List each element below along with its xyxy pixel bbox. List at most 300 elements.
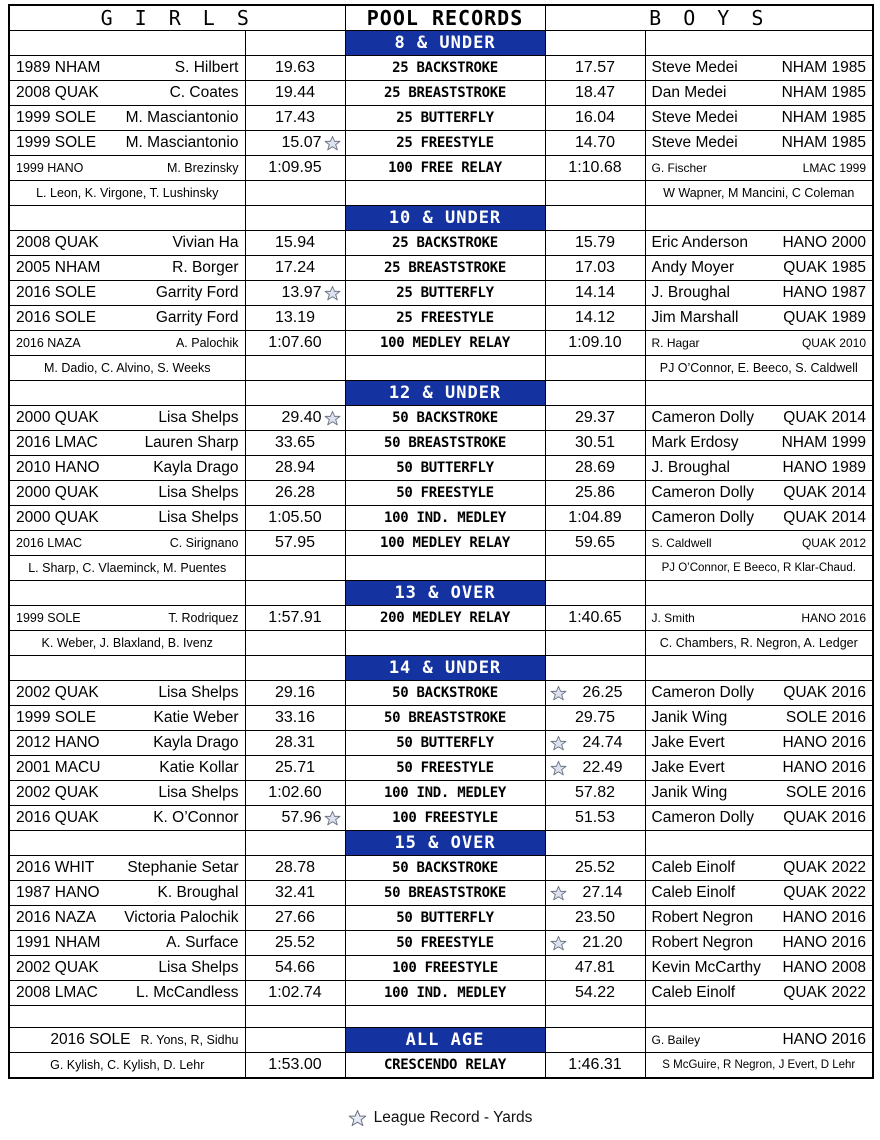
girls-time: 13.97 — [245, 281, 345, 306]
band-spacer-boys — [645, 656, 873, 681]
boys-time: 1:10.68 — [545, 156, 645, 181]
boys-record-holder — [645, 756, 873, 781]
header-girls: G I R L S — [9, 5, 345, 31]
girls-year-team: 2016 LMAC — [16, 434, 98, 451]
boys-time: 14.14 — [545, 281, 645, 306]
girls-year-team: 2008 LMAC — [16, 984, 98, 1001]
girls-record-holder — [9, 81, 245, 106]
girls-record-holder — [9, 131, 245, 156]
event-name: 200 MEDLEY RELAY — [345, 606, 545, 631]
girls-record-holder — [9, 231, 245, 256]
boys-time: 1:40.65 — [545, 606, 645, 631]
band-spacer-boys-time — [545, 381, 645, 406]
girls-swimmer-name: Lisa Shelps — [158, 484, 239, 501]
band-spacer-boys-time — [545, 31, 645, 56]
boys-record-holder — [645, 156, 873, 181]
boys-time: 18.47 — [545, 81, 645, 106]
girls-year-team: 2002 QUAK — [16, 959, 99, 976]
girls-relay-members: L. Sharp, C. Vlaeminck, M. Puentes — [9, 556, 245, 581]
event-name: 25 BACKSTROKE — [345, 56, 545, 81]
girls-swimmer-name: Lisa Shelps — [158, 509, 239, 526]
boys-year-team: QUAK 2016 — [783, 684, 867, 701]
girls-swimmer-name: Vivian Ha — [172, 234, 239, 251]
table-row — [9, 406, 873, 431]
boys-record-holder — [645, 531, 873, 556]
girls-year-team: 1989 NHAM — [16, 59, 101, 76]
boys-swimmer-name: Robert Negron — [651, 934, 754, 951]
event-name: 50 BUTTERFLY — [345, 906, 545, 931]
boys-relay-members: C. Chambers, R. Negron, A. Ledger — [645, 631, 873, 656]
girls-swimmer-name: C. Coates — [169, 84, 239, 101]
age-group-band-row — [9, 831, 873, 856]
girls-record-holder — [9, 106, 245, 131]
table-row — [9, 81, 873, 106]
legend-text: League Record - Yards — [373, 1109, 533, 1126]
boys-swimmer-name: Cameron Dolly — [651, 809, 755, 826]
table-row — [9, 881, 873, 906]
girls-time: 28.78 — [245, 856, 345, 881]
boys-year-team: SOLE 2016 — [785, 784, 867, 801]
relay-spacer-boys-time — [545, 631, 645, 656]
girls-record-holder — [9, 856, 245, 881]
girls-swimmer-name: S. Hilbert — [174, 59, 239, 76]
boys-record-holder — [645, 506, 873, 531]
spacer-girls — [9, 1006, 245, 1028]
girls-swimmer-name: K. Broughal — [157, 884, 239, 901]
boys-time: 15.79 — [545, 231, 645, 256]
girls-time: 15.94 — [245, 231, 345, 256]
boys-year-team: QUAK 2012 — [801, 536, 867, 550]
event-name: 25 BREASTSTROKE — [345, 81, 545, 106]
boys-swimmer-name: J. Smith — [651, 611, 695, 625]
relay-members-row — [9, 556, 873, 581]
girls-record-holder — [9, 681, 245, 706]
band-spacer-girls-time — [245, 381, 345, 406]
all-age-boys-year-team: HANO 2016 — [782, 1031, 867, 1048]
table-row — [9, 531, 873, 556]
girls-year-team: 2001 MACU — [16, 759, 101, 776]
table-row — [9, 731, 873, 756]
girls-year-team: 2016 LMAC — [16, 536, 83, 550]
boys-relay-members: W Wapner, M Mancini, C Coleman — [645, 181, 873, 206]
girls-swimmer-name: T. Rodriquez — [168, 611, 239, 625]
boys-record-holder — [645, 231, 873, 256]
band-spacer-boys — [645, 581, 873, 606]
girls-year-team: 2016 SOLE — [16, 309, 97, 326]
table-row — [9, 981, 873, 1006]
girls-time: 28.94 — [245, 456, 345, 481]
league-record-star-icon — [550, 935, 567, 952]
boys-swimmer-name: Steve Medei — [651, 59, 738, 76]
band-spacer-girls-time — [245, 831, 345, 856]
relay-members-row — [9, 181, 873, 206]
boys-time: 1:04.89 — [545, 506, 645, 531]
girls-swimmer-name: L. McCandless — [135, 984, 239, 1001]
girls-year-team: 1999 SOLE — [16, 709, 97, 726]
boys-record-holder — [645, 856, 873, 881]
boys-year-team: NHAM 1999 — [781, 434, 867, 451]
girls-time: 1:07.60 — [245, 331, 345, 356]
boys-year-team: QUAK 1985 — [783, 259, 867, 276]
age-group-band-row — [9, 656, 873, 681]
all-age-band: ALL AGE — [345, 1028, 545, 1053]
league-record-star-icon — [550, 885, 567, 902]
league-record-star-icon — [324, 810, 341, 827]
league-record-star-icon — [550, 760, 567, 777]
boys-swimmer-name: R. Hagar — [651, 336, 700, 350]
girls-record-holder — [9, 956, 245, 981]
boys-swimmer-name: Caleb Einolf — [651, 884, 736, 901]
age-group-band-row — [9, 31, 873, 56]
boys-time: 22.49 — [545, 756, 645, 781]
boys-record-holder — [645, 481, 873, 506]
event-name: 50 FREESTYLE — [345, 931, 545, 956]
boys-year-team: QUAK 2022 — [783, 984, 867, 1001]
table-row — [9, 481, 873, 506]
band-spacer-boys — [645, 831, 873, 856]
table-row — [9, 131, 873, 156]
table-row — [9, 156, 873, 181]
boys-swimmer-name: Caleb Einolf — [651, 984, 736, 1001]
girls-year-team: 2000 QUAK — [16, 409, 99, 426]
boys-year-team: QUAK 2014 — [783, 484, 867, 501]
league-record-star-icon — [550, 685, 567, 702]
boys-record-holder — [645, 281, 873, 306]
pool-records-table — [8, 4, 874, 1079]
boys-time: 14.12 — [545, 306, 645, 331]
event-name: 50 FREESTYLE — [345, 756, 545, 781]
girls-record-holder — [9, 156, 245, 181]
boys-swimmer-name: Jake Evert — [651, 734, 725, 751]
band-spacer-boys-time — [545, 206, 645, 231]
band-spacer-girls — [9, 206, 245, 231]
age-group-band-row — [9, 381, 873, 406]
boys-time: 17.03 — [545, 256, 645, 281]
relay-spacer-event — [345, 556, 545, 581]
girls-time: 25.71 — [245, 756, 345, 781]
girls-year-team: 1999 SOLE — [16, 134, 97, 151]
relay-spacer-boys-time — [545, 356, 645, 381]
boys-swimmer-name: Jake Evert — [651, 759, 725, 776]
boys-swimmer-name: Cameron Dolly — [651, 684, 755, 701]
boys-year-team: HANO 2008 — [782, 959, 867, 976]
boys-swimmer-name: Cameron Dolly — [651, 509, 755, 526]
boys-year-team: LMAC 1999 — [802, 161, 867, 175]
boys-year-team: NHAM 1985 — [781, 84, 867, 101]
girls-swimmer-name: A. Palochik — [175, 336, 239, 350]
crescendo-girls-time: 1:53.00 — [245, 1053, 345, 1078]
girls-swimmer-name: Lisa Shelps — [158, 784, 239, 801]
girls-swimmer-name: Victoria Palochik — [124, 909, 239, 926]
event-name: 50 BACKSTROKE — [345, 406, 545, 431]
table-row — [9, 931, 873, 956]
event-name: 50 BREASTSTROKE — [345, 881, 545, 906]
girls-year-team: 2016 NAZA — [16, 909, 97, 926]
girls-time: 54.66 — [245, 956, 345, 981]
boys-swimmer-name: Caleb Einolf — [651, 859, 736, 876]
girls-year-team: 2012 HANO — [16, 734, 100, 751]
age-group-band: 15 & OVER — [345, 831, 545, 856]
boys-record-holder — [645, 731, 873, 756]
girls-record-holder — [9, 531, 245, 556]
boys-year-team: HANO 2016 — [801, 611, 867, 625]
band-spacer-boys-time — [545, 581, 645, 606]
girls-time: 17.43 — [245, 106, 345, 131]
relay-spacer-event — [345, 356, 545, 381]
table-row — [9, 106, 873, 131]
table-row — [9, 256, 873, 281]
girls-relay-members: L. Leon, K. Virgone, T. Lushinsky — [9, 181, 245, 206]
boys-year-team: NHAM 1985 — [781, 109, 867, 126]
table-header-row — [9, 5, 873, 31]
girls-year-team: 2016 WHIT — [16, 859, 95, 876]
girls-time: 25.52 — [245, 931, 345, 956]
spacer-boys — [645, 1006, 873, 1028]
girls-swimmer-name: Kayla Drago — [153, 459, 239, 476]
boys-swimmer-name: S. Caldwell — [651, 536, 712, 550]
boys-time: 29.37 — [545, 406, 645, 431]
event-name: 50 FREESTYLE — [345, 481, 545, 506]
boys-record-holder — [645, 681, 873, 706]
league-record-star-icon — [550, 735, 567, 752]
girls-time: 26.28 — [245, 481, 345, 506]
relay-spacer-boys-time — [545, 181, 645, 206]
girls-swimmer-name: Garrity Ford — [155, 309, 239, 326]
boys-year-team: HANO 2016 — [782, 759, 867, 776]
relay-spacer-girls-time — [245, 356, 345, 381]
girls-swimmer-name: Garrity Ford — [155, 284, 239, 301]
girls-swimmer-name: M. Masciantonio — [125, 109, 239, 126]
all-age-girls-names: R. Yons, R, Sidhu — [140, 1033, 239, 1047]
band-spacer-girls — [9, 581, 245, 606]
spacer-row — [9, 1006, 873, 1028]
relay-spacer-girls-time — [245, 556, 345, 581]
boys-record-holder — [645, 131, 873, 156]
girls-year-team: 1999 SOLE — [16, 109, 97, 126]
boys-record-holder — [645, 56, 873, 81]
spacer-event — [345, 1006, 545, 1028]
girls-time: 57.96 — [245, 806, 345, 831]
girls-record-holder — [9, 881, 245, 906]
table-row — [9, 806, 873, 831]
girls-swimmer-name: Lisa Shelps — [158, 959, 239, 976]
all-age-band-row — [9, 1028, 873, 1053]
event-name: 50 BACKSTROKE — [345, 681, 545, 706]
boys-time: 30.51 — [545, 431, 645, 456]
boys-year-team: HANO 2000 — [782, 234, 867, 251]
boys-swimmer-name: Cameron Dolly — [651, 484, 755, 501]
crescendo-girls-members: G. Kylish, C. Kylish, D. Lehr — [9, 1053, 245, 1078]
band-spacer-boys — [645, 31, 873, 56]
boys-record-holder — [645, 956, 873, 981]
girls-time: 13.19 — [245, 306, 345, 331]
boys-record-holder — [645, 256, 873, 281]
girls-swimmer-name: Lisa Shelps — [158, 409, 239, 426]
boys-swimmer-name: Janik Wing — [651, 784, 728, 801]
boys-time: 29.75 — [545, 706, 645, 731]
league-record-star-icon — [324, 285, 341, 302]
boys-swimmer-name: Kevin McCarthy — [651, 959, 761, 976]
girls-year-team: 2016 QUAK — [16, 809, 99, 826]
girls-record-holder — [9, 56, 245, 81]
boys-time: 28.69 — [545, 456, 645, 481]
boys-swimmer-name: Steve Medei — [651, 134, 738, 151]
boys-time: 21.20 — [545, 931, 645, 956]
girls-time: 29.16 — [245, 681, 345, 706]
girls-record-holder — [9, 281, 245, 306]
all-age-boys-time-blank — [545, 1028, 645, 1053]
girls-record-holder — [9, 781, 245, 806]
league-record-star-icon — [324, 410, 341, 427]
girls-time: 17.24 — [245, 256, 345, 281]
age-group-band: 12 & UNDER — [345, 381, 545, 406]
boys-time: 24.74 — [545, 731, 645, 756]
all-age-girls-year-team: 2016 SOLE — [50, 1031, 131, 1048]
event-name: 25 FREESTYLE — [345, 131, 545, 156]
boys-time: 1:09.10 — [545, 331, 645, 356]
table-row — [9, 906, 873, 931]
table-row — [9, 306, 873, 331]
girls-record-holder — [9, 306, 245, 331]
boys-year-team: HANO 2016 — [782, 734, 867, 751]
girls-year-team: 2016 SOLE — [16, 284, 97, 301]
girls-swimmer-name: M. Brezinsky — [166, 161, 239, 175]
boys-swimmer-name: Jim Marshall — [651, 309, 739, 326]
girls-record-holder — [9, 606, 245, 631]
boys-record-holder — [645, 106, 873, 131]
girls-record-holder — [9, 756, 245, 781]
boys-relay-members: PJ O’Connor, E Beeco, R Klar-Chaud. — [645, 556, 873, 581]
table-row — [9, 781, 873, 806]
league-record-star-icon — [324, 135, 341, 152]
crescendo-relay-row — [9, 1053, 873, 1078]
girls-record-holder — [9, 406, 245, 431]
band-spacer-boys-time — [545, 656, 645, 681]
girls-time: 1:02.60 — [245, 781, 345, 806]
legend-footer — [8, 1109, 872, 1128]
girls-time: 29.40 — [245, 406, 345, 431]
girls-swimmer-name: A. Surface — [166, 934, 239, 951]
band-spacer-boys — [645, 206, 873, 231]
age-group-band: 8 & UNDER — [345, 31, 545, 56]
event-name: 100 IND. MEDLEY — [345, 506, 545, 531]
all-age-girls-lead — [9, 1028, 245, 1053]
girls-swimmer-name: R. Borger — [172, 259, 239, 276]
boys-year-team: QUAK 2010 — [801, 336, 867, 350]
boys-record-holder — [645, 331, 873, 356]
band-spacer-boys — [645, 381, 873, 406]
table-row — [9, 506, 873, 531]
girls-time: 57.95 — [245, 531, 345, 556]
boys-swimmer-name: Cameron Dolly — [651, 409, 755, 426]
girls-record-holder — [9, 256, 245, 281]
event-name: 100 IND. MEDLEY — [345, 781, 545, 806]
boys-record-holder — [645, 981, 873, 1006]
age-group-band: 14 & UNDER — [345, 656, 545, 681]
girls-year-team: 1987 HANO — [16, 884, 100, 901]
boys-swimmer-name: Mark Erdosy — [651, 434, 739, 451]
band-spacer-girls — [9, 831, 245, 856]
boys-year-team: QUAK 2014 — [783, 509, 867, 526]
table-row — [9, 956, 873, 981]
table-row — [9, 281, 873, 306]
girls-swimmer-name: M. Masciantonio — [125, 134, 239, 151]
girls-year-team: 2016 NAZA — [16, 336, 81, 350]
boys-swimmer-name: Robert Negron — [651, 909, 754, 926]
header-pool-records: POOL RECORDS — [345, 5, 545, 31]
girls-year-team: 2002 QUAK — [16, 684, 99, 701]
header-boys: B O Y S — [545, 5, 873, 31]
boys-year-team: HANO 2016 — [782, 909, 867, 926]
boys-swimmer-name: Dan Medei — [651, 84, 727, 101]
boys-year-team: QUAK 2022 — [783, 884, 867, 901]
boys-time: 25.52 — [545, 856, 645, 881]
table-row — [9, 681, 873, 706]
event-name: 50 BACKSTROKE — [345, 856, 545, 881]
girls-swimmer-name: Lauren Sharp — [144, 434, 239, 451]
table-row — [9, 856, 873, 881]
all-age-girls-time-blank — [245, 1028, 345, 1053]
crescendo-boys-members: S McGuire, R Negron, J Evert, D Lehr — [645, 1053, 873, 1078]
boys-year-team: QUAK 2022 — [783, 859, 867, 876]
girls-record-holder — [9, 981, 245, 1006]
girls-record-holder — [9, 931, 245, 956]
girls-time: 1:05.50 — [245, 506, 345, 531]
all-age-boys-lead — [645, 1028, 873, 1053]
boys-year-team: QUAK 2016 — [783, 809, 867, 826]
relay-spacer-event — [345, 631, 545, 656]
boys-record-holder — [645, 406, 873, 431]
girls-record-holder — [9, 731, 245, 756]
age-group-band: 13 & OVER — [345, 581, 545, 606]
boys-swimmer-name: J. Broughal — [651, 284, 730, 301]
table-row — [9, 231, 873, 256]
girls-swimmer-name: K. O’Connor — [153, 809, 239, 826]
crescendo-event-name: CRESCENDO RELAY — [345, 1053, 545, 1078]
girls-time: 1:09.95 — [245, 156, 345, 181]
boys-record-holder — [645, 606, 873, 631]
records-body — [9, 5, 873, 1078]
girls-time: 27.66 — [245, 906, 345, 931]
girls-time: 28.31 — [245, 731, 345, 756]
boys-swimmer-name: Andy Moyer — [651, 259, 735, 276]
girls-swimmer-name: Kayla Drago — [153, 734, 239, 751]
spacer-boys-time — [545, 1006, 645, 1028]
event-name: 100 MEDLEY RELAY — [345, 531, 545, 556]
girls-record-holder — [9, 806, 245, 831]
girls-swimmer-name: Katie Kollar — [159, 759, 239, 776]
relay-spacer-girls-time — [245, 181, 345, 206]
band-spacer-girls-time — [245, 206, 345, 231]
event-name: 100 FREESTYLE — [345, 956, 545, 981]
girls-record-holder — [9, 456, 245, 481]
boys-record-holder — [645, 806, 873, 831]
girls-year-team: 2005 NHAM — [16, 259, 101, 276]
boys-year-team: QUAK 2014 — [783, 409, 867, 426]
relay-spacer-boys-time — [545, 556, 645, 581]
event-name: 50 BUTTERFLY — [345, 731, 545, 756]
girls-year-team: 2002 QUAK — [16, 784, 99, 801]
girls-relay-members: M. Dadio, C. Alvino, S. Weeks — [9, 356, 245, 381]
girls-year-team: 2008 QUAK — [16, 234, 99, 251]
event-name: 25 BACKSTROKE — [345, 231, 545, 256]
girls-year-team: 2010 HANO — [16, 459, 100, 476]
girls-swimmer-name: Katie Weber — [153, 709, 239, 726]
band-spacer-girls — [9, 656, 245, 681]
boys-swimmer-name: Janik Wing — [651, 709, 728, 726]
band-spacer-girls-time — [245, 581, 345, 606]
boys-year-team: HANO 1989 — [782, 459, 867, 476]
